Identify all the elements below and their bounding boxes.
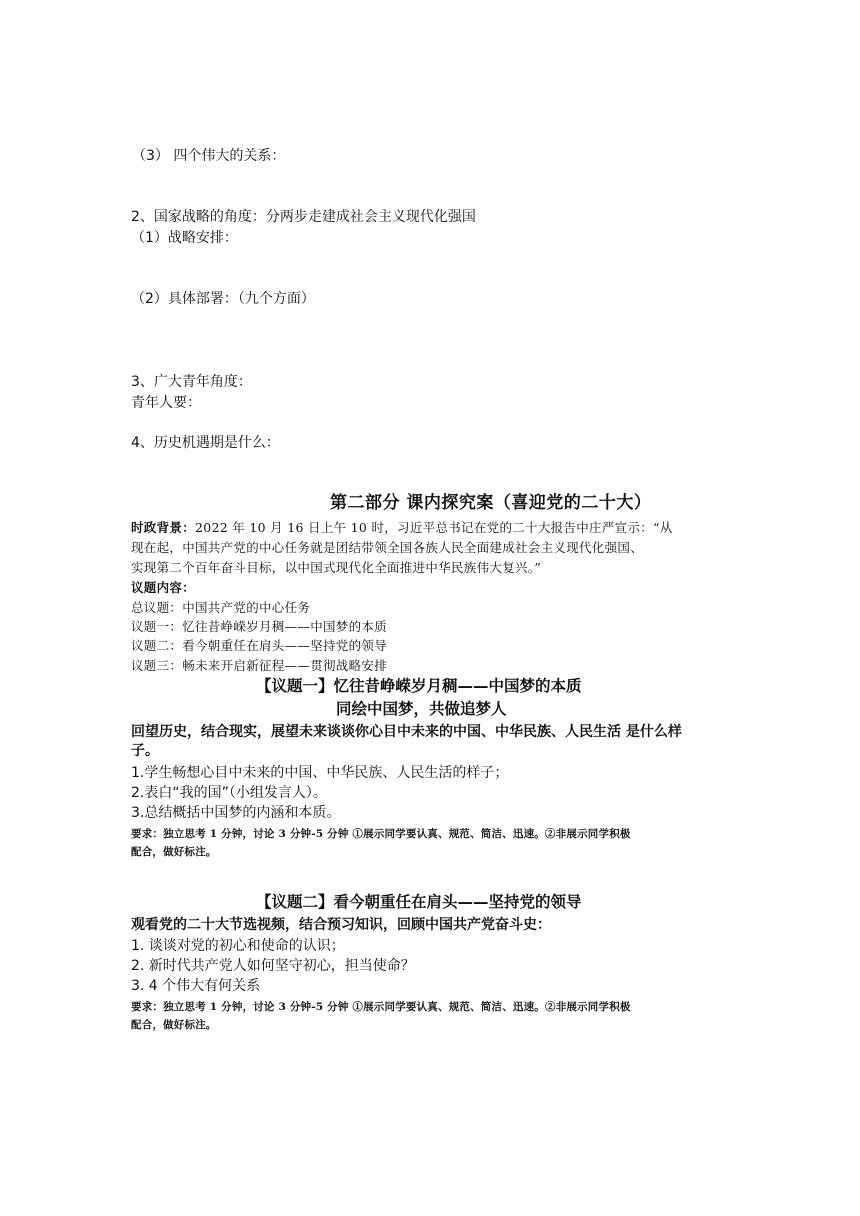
topic2-item-3: 3. 4 个伟大有何关系 [131, 978, 261, 994]
topic2-requirement-line2: 配合，做好标注。 [131, 1019, 217, 1031]
topic2-prompt: 观看党的二十大节选视频，结合预习知识，回顾中国共产党奋斗史： [131, 917, 551, 933]
topic1-prompt-line1: 回望历史，结合现实，展望未来谈谈你心目中未来的中国、中华民族、人民生活 是什么样 [131, 724, 682, 740]
topic1-item-2: 2.表白“我的国”（小组发言人）。 [131, 785, 327, 801]
topic2-item-1: 1. 谈谈对党的初心和使命的认识； [131, 938, 345, 954]
topic2-item-2: 2. 新时代共产党人如何坚守初心，担当使命？ [131, 958, 415, 974]
part1-historic-opportunity: 4、历史机遇期是什么： [131, 435, 280, 451]
topic-general: 总议题：中国共产党的中心任务 [131, 600, 311, 615]
topic2-heading: 【议题二】看今朝重任在肩头——坚持党的领导 [256, 893, 582, 911]
topic1-item-3: 3.总结概括中国梦的内涵和本质。 [131, 805, 341, 821]
part1-specific-deployment: （2）具体部署：（九个方面） [131, 291, 315, 307]
topic1-requirement-line2: 配合，做好标注。 [131, 846, 217, 858]
part2-title: 第二部分 课内探究案（喜迎党的二十大） [330, 493, 652, 513]
part1-youth-should: 青年人要： [131, 395, 201, 411]
topic1-prompt-line2: 子。 [131, 743, 159, 759]
background-text-1: 2022 年 10 月 16 日上午 10 时，习近平总书记在党的二十大报告中庄严宣示：“从 [195, 520, 673, 535]
part1-youth-angle: 3、广大青年角度： [131, 374, 252, 390]
topic-three: 议题三：畅未来开启新征程——贯彻战略安排 [131, 658, 388, 673]
background-paragraph-line2: 现在起，中国共产党的中心任务就是团结带领全国各族人民全面建成社会主义现代化强国、 [131, 540, 644, 555]
topic1-heading: 【议题一】忆往昔峥嵘岁月稠——中国梦的本质 [256, 677, 582, 695]
background-paragraph-line1 [131, 518, 673, 537]
topic-one: 议题一：忆往昔峥嵘岁月稠——中国梦的本质 [131, 619, 388, 634]
part1-item-relationship: （3） 四个伟大的关系： [132, 148, 286, 164]
part1-national-strategy: 2、国家战略的角度：分两步走建成社会主义现代化强国 [131, 209, 476, 225]
topic1-subheading: 同绘中国梦，共做追梦人 [336, 700, 507, 718]
topic1-requirement-line1: 要求：独立思考 1 分钟，讨论 3 分钟-5 分钟 ①展示同学要认真、规范、简洁、迅速。②非展示同学积极 [131, 828, 631, 840]
topic2-requirement-line1: 要求：独立思考 1 分钟，讨论 3 分钟-5 分钟 ①展示同学要认真、规范、简洁、迅速。②非展示同学积极 [131, 1001, 631, 1013]
topic1-item-1: 1.学生畅想心目中未来的中国、中华民族、人民生活的样子； [131, 765, 509, 781]
part1-strategic-arrangement: （1）战略安排： [131, 230, 238, 246]
topics-label: 议题内容： [131, 580, 196, 595]
background-label: 时政背景： [131, 520, 196, 535]
background-paragraph-line3: 实现第二个百年奋斗目标，以中国式现代化全面推进中华民族伟大复兴。” [131, 560, 542, 575]
topic-two: 议题二：看今朝重任在肩头——坚持党的领导 [131, 638, 388, 653]
